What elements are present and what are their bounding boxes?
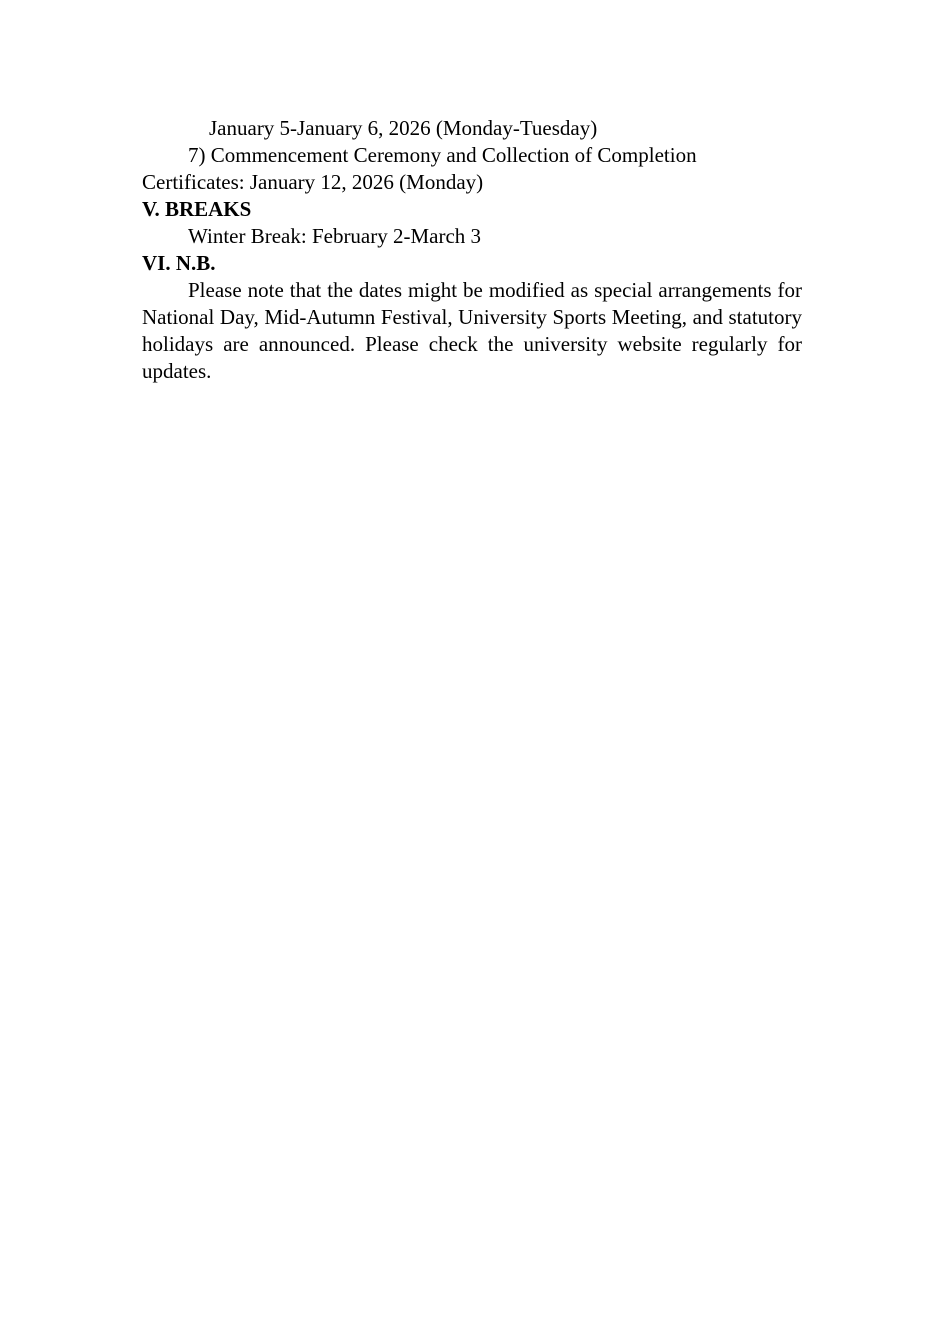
winter-break-text: Winter Break: February 2-March 3 bbox=[188, 224, 482, 248]
commencement-item-continuation: Certificates: January 12, 2026 (Monday) bbox=[142, 170, 484, 194]
document-body bbox=[142, 115, 802, 385]
nb-paragraph: Please note that the dates might be modified as special arrangements for National Day, Mid-Autumn Festival, University Sports Meeting, and statutory holidays are announced. Please check the university website regularly for updates. bbox=[142, 278, 802, 383]
exam-dates-line: January 5-January 6, 2026 (Monday-Tuesday) bbox=[209, 116, 598, 140]
nb-heading: VI. N.B. bbox=[142, 251, 216, 275]
commencement-item: 7) Commencement Ceremony and Collection of Completion bbox=[188, 143, 697, 167]
breaks-heading: V. BREAKS bbox=[142, 197, 252, 221]
